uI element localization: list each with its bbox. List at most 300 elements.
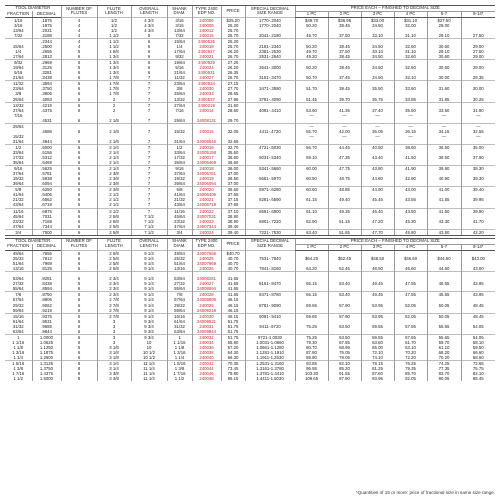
price-header: PRICE (221, 6, 245, 18)
tier-price-cell: 54.05 (461, 334, 495, 340)
flute-length-cell: 3 1/8 (97, 355, 131, 361)
edp-number-cell: 24008131 (192, 118, 221, 124)
decimal-cell: .8438 (32, 281, 61, 286)
size-range-cell: 8161-.8470 (245, 281, 295, 286)
price-cell: 40.70 (221, 266, 245, 272)
fraction-cell: 15/16 (5, 313, 32, 319)
decimal-cell: .9062 (32, 303, 61, 308)
edp-number-cell: 240028 (192, 292, 221, 298)
flute-length-cell: 3 (97, 329, 131, 335)
flute-length-cell: 2 3/8 (97, 181, 131, 187)
overall-length-cell: 7 (131, 192, 167, 197)
shank-diam-cell: 1 1/4 (167, 355, 192, 361)
price-cell: 40.70 (221, 256, 245, 261)
edp-number-cell: 24009844 (192, 329, 221, 335)
overall-length-cell: 11 1/4 (131, 376, 167, 381)
fraction-cell: 29/64 (5, 123, 32, 129)
size-range-cell: 1.1911-1.2530 (245, 355, 295, 361)
tier-price-cell: — (427, 113, 461, 118)
price-cell: 32.65 (221, 139, 245, 145)
shank-diam-cell: 29/32 (167, 303, 192, 308)
tier-price-cell: 79.35 (394, 366, 427, 371)
tier-price-cell: 38.45 (328, 23, 361, 28)
fraction-cell: 13/16 (12, 265, 24, 271)
flute-length-cell: 3 (97, 334, 131, 340)
size-range-cell: 2041-.2180 (245, 33, 295, 39)
price-cell: 29.70 (221, 118, 245, 124)
tier-price-cell: 49.45 (361, 292, 394, 298)
qty-tier-header: 1 PC (295, 11, 328, 17)
tier-price-cell: $64.20 (295, 256, 328, 261)
tier-price-cell: 52.05 (394, 313, 427, 319)
tier-price-cell: 42.20 (461, 229, 495, 235)
tier-price-cell: 65.15 (295, 292, 328, 298)
overall-length-cell: 7 (131, 91, 167, 96)
overall-length-cell: 9 3/4 (131, 334, 167, 340)
tier-price-cell: 43.95 (461, 292, 495, 298)
edp-number-cell: 240036 (192, 345, 221, 350)
tier-price-cell: 65.15 (295, 281, 328, 286)
overall-length-cell: 9 1/4 (131, 297, 167, 302)
price-cell: 41.65 (221, 286, 245, 292)
overall-length-cell: 5 (131, 33, 167, 39)
price-header: PRICE (221, 238, 245, 250)
tier-price-cell: 42.00 (328, 129, 361, 134)
flute-length-cell: 1 1/2 (97, 44, 131, 49)
size-range-cell: 8471-.8780 (245, 292, 295, 298)
flute-length-cell: 1 7/8 (97, 86, 131, 91)
edp-number-cell: 240009 (192, 23, 221, 28)
flutes-cell: 6 (61, 171, 97, 176)
shank-diam-cell: 1 (167, 334, 192, 340)
flutes-cell: 6 (61, 266, 97, 272)
tier-price-cell: 85.20 (328, 366, 361, 371)
tier-price-cell: 30.00 (427, 75, 461, 81)
tier-price-cell: 55.65 (427, 334, 461, 340)
decimal-cell: .5938 (32, 176, 61, 181)
edp-number-cell: 2400529 (192, 60, 221, 66)
fraction-cell: 13/64 (12, 27, 24, 33)
decimal-cell: .6250 (32, 187, 61, 193)
tier-price-cell: 43.00 (461, 266, 495, 272)
flute-length-cell: 1/2 (97, 28, 131, 33)
tier-price-cell: 69.65 (295, 303, 328, 308)
tier-price-cell: 47.75 (328, 166, 361, 172)
tier-price-cell: 57.90 (328, 303, 361, 308)
size-range-cell: 1.0661-1.1280 (245, 345, 295, 350)
edp-number-cell: 240018 (192, 166, 221, 172)
edp-number-cell: 240030 (192, 86, 221, 91)
tier-price-cell: 47.55 (394, 292, 427, 298)
price-cell: 39.40 (221, 224, 245, 230)
flutes-cell: 6 (61, 102, 97, 108)
decimal-cell: 1.5000 (32, 376, 61, 381)
decimal-cell: .4844 (32, 139, 61, 145)
edp-number-cell: 24007031 (192, 214, 221, 219)
decimal-cell: .6562 (32, 197, 61, 202)
tier-price-cell: 38.30 (461, 166, 495, 172)
tier-price-cell: 48.45 (461, 303, 495, 308)
tier-price-cell: — (461, 113, 495, 118)
overall-length-cell: 7 (131, 81, 167, 87)
shank-diam-cell: 27/64 (167, 102, 192, 108)
tier-price-cell: 48.50 (361, 266, 394, 272)
tier-price-cell: — (427, 123, 461, 129)
decimal-cell: .7812 (32, 256, 61, 261)
tier-price-cell: 76.25 (394, 361, 427, 367)
price-cell: 57.20 (221, 345, 245, 350)
price-cell: 36.00 (221, 166, 245, 172)
shank-diam-cell: 39/64 (167, 181, 192, 187)
size-range-cell: 1.4411-1.5030 (245, 376, 295, 381)
fraction-cell: 51/64 (12, 260, 24, 266)
size-range-cell: 9721-1.0030 (245, 334, 295, 340)
fraction-cell: 45/64 (12, 213, 24, 219)
flute-length-cell: 2 1/8 (97, 118, 131, 124)
tier-price-cell: 57.90 (328, 313, 361, 319)
edp-number-cell: 240048 (192, 376, 221, 381)
tier-price-cell: 63.40 (295, 229, 328, 235)
flutes-cell: 6 (61, 308, 97, 314)
edp-number-cell: 24006406 (192, 192, 221, 197)
tier-price-cell: 109.65 (295, 376, 328, 381)
fraction-cell: 1 (5, 334, 32, 340)
edp-number-cell: 240006 (192, 17, 221, 23)
overall-length-cell: 7 (131, 75, 167, 81)
tier-price-cell: $46.60 (394, 256, 427, 261)
tier-price-cell: 31.10 (394, 33, 427, 39)
flutes-cell: 8 (61, 371, 97, 376)
qty-tier-header: 4 PC (394, 244, 427, 250)
price-cell: 25.70 (221, 33, 245, 39)
edp-number-cell: 24006719 (192, 202, 221, 208)
flute-length-cell: 2 5/8 (97, 214, 131, 219)
tier-price-cell: 68.60 (461, 355, 495, 361)
fraction-cell: 55/64 (12, 286, 24, 292)
fraction-cell: 1 1/16 (12, 339, 25, 345)
flutes-cell: 6 (61, 129, 97, 134)
flutes-cell: 6 (61, 250, 97, 256)
shank-diam-cell: 3/16 (167, 17, 192, 23)
tier-price-cell: 29.00 (461, 54, 495, 60)
tier-price-cell: 68.20 (427, 350, 461, 355)
price-cell: 46.15 (221, 308, 245, 314)
fraction-cell: 15/32 (12, 133, 24, 139)
decimal-cell: .3594 (32, 81, 61, 87)
flute-length-cell: 2 5/8 (97, 266, 131, 272)
table-body-bottom (5, 250, 495, 381)
price-cell: 27.70 (221, 86, 245, 91)
fraction-cell: 1/2 (5, 144, 32, 150)
flutes-cell: 6 (61, 150, 97, 155)
overall-length-cell: 7 (131, 139, 167, 145)
overall-length-cell: 6 (131, 49, 167, 54)
tier-price-cell: 91.55 (328, 371, 361, 376)
flutes-cell: 6 (61, 214, 97, 219)
tier-price-cell: 50.05 (427, 303, 461, 308)
shank-diam-cell: 1 1/8 (167, 345, 192, 350)
price-cell: 64.30 (221, 350, 245, 355)
tier-price-cell: 93.95 (361, 376, 394, 381)
price-cell: 37.00 (221, 181, 245, 187)
tier-price-cell: 39.40 (461, 187, 495, 193)
tier-price-cell: 50.20 (295, 44, 328, 49)
shank-diam-cell: 1 3/16 (167, 350, 192, 355)
tier-price-cell: 43.80 (361, 166, 394, 172)
tier-price-cell: 56.70 (295, 144, 328, 150)
price-cell: $25.20 (221, 17, 245, 23)
decimal-cell: .7656 (32, 250, 61, 256)
shank-diam-cell: 35/64 (167, 160, 192, 166)
price-cell: 26.35 (221, 70, 245, 75)
tier-price-cell: 93.85 (295, 361, 328, 367)
tier-price-cell: 63.50 (328, 334, 361, 340)
fraction-cell: 13/32 (5, 102, 32, 108)
fraction-header: FRACTION (5, 244, 32, 250)
decimal-cell: .8750 (32, 292, 61, 298)
tier-price-cell: 29.00 (461, 65, 495, 70)
tier-price-cell: 63.50 (328, 324, 361, 329)
shank-diam-cell: 29/64 (167, 118, 192, 124)
overall-length-header: OVERALL LENGTH (131, 238, 167, 250)
tier-price-cell: 49.20 (295, 54, 328, 60)
fraction-cell: 1/16 (5, 17, 32, 23)
edp-number-cell: 240018 (192, 44, 221, 49)
price-cell: 39.40 (221, 229, 245, 235)
tier-price-cell: 39.50 (427, 155, 461, 160)
decimal-cell: .4688 (32, 129, 61, 134)
shank-diam-cell: 9/16 (167, 166, 192, 172)
edp-number-cell: 240016 (192, 144, 221, 150)
tier-price-cell: 61.10 (295, 208, 328, 214)
tier-price-cell: 67.55 (328, 340, 361, 345)
tier-price-cell: $48.50 (361, 256, 394, 261)
tier-price-cell: 49.70 (295, 33, 328, 39)
fraction-cell: 47/64 (12, 223, 24, 229)
decimal-cell: 1.4375 (32, 371, 61, 376)
price-cell: $40.70 (221, 250, 245, 256)
fraction-cell: 39/64 (12, 181, 24, 187)
tier-price-cell: 79.30 (295, 340, 328, 345)
edp-number-cell: 24007656 (192, 250, 221, 256)
tier-price-cell: 64.20 (295, 266, 328, 272)
price-cell: 26.20 (221, 65, 245, 70)
flutes-cell: 6 (61, 70, 97, 75)
size-range-cell: 2531-.2640 (245, 54, 295, 60)
overall-length-cell: 7 (131, 108, 167, 113)
tier-price-cell: 32.10 (394, 75, 427, 81)
tier-price-cell: 32.55 (461, 129, 495, 134)
shank-diam-cell: 55/64 (167, 286, 192, 292)
edp-number-cell: 240038 (192, 350, 221, 355)
tier-price-cell: 53.60 (295, 108, 328, 113)
decimal-cell: 1.0000 (32, 334, 61, 340)
decimal-cell: .2969 (32, 60, 61, 66)
overall-length-cell: 4 3/4 (131, 28, 167, 33)
flute-length-cell: 1 7/8 (97, 75, 131, 81)
fraction-cell: 17/32 (12, 155, 24, 161)
size-range-cell: 4411-.4720 (245, 129, 295, 134)
edp-number-cell: 240020 (192, 187, 221, 193)
tier-price-cell: 46.60 (394, 266, 427, 272)
flute-length-cell: 2 1/8 (97, 129, 131, 134)
overall-length-cell: 9 3/4 (131, 329, 167, 335)
overall-length-cell: 9 1/4 (131, 261, 167, 266)
tier-price-cell: — (461, 123, 495, 129)
price-cell: 40.70 (221, 261, 245, 266)
qty-tier-header: 1 PC (295, 244, 328, 250)
flute-length-cell: 1 3/4 (97, 54, 131, 60)
flute-length-cell: 2 3/4 (97, 292, 131, 298)
flute-length-cell: 1 3/4 (97, 70, 131, 75)
tier-price-cell: 41.55 (427, 197, 461, 202)
flute-length-cell: 3 1/8 (97, 350, 131, 355)
fraction-cell: 23/64 (12, 86, 24, 92)
tier-price-cell: 43.55 (394, 197, 427, 202)
flute-length-cell: 2 5/8 (97, 219, 131, 224)
shank-diam-cell: 13/32 (167, 97, 192, 103)
tier-price-cell: 47.20 (361, 219, 394, 224)
size-range-cell: 3151-.3470 (245, 75, 295, 81)
decimal-cell: .1875 (32, 23, 61, 28)
tier-price-cell: 38.45 (328, 44, 361, 49)
tier-price-cell: 32.60 (394, 65, 427, 70)
tier-price-cell: 39.90 (461, 208, 495, 214)
fraction-cell: 53/64 (12, 276, 24, 282)
tier-price-cell: 80.70 (295, 345, 328, 350)
tier-price-cell: 43.30 (427, 219, 461, 224)
decimal-cell: 1.0625 (32, 340, 61, 345)
fraction-cell: 31/32 (12, 323, 24, 329)
fraction-cell: 43/64 (12, 202, 24, 208)
fraction-cell: 27/32 (12, 281, 24, 287)
flute-length-cell: 1 1/2 (97, 33, 131, 39)
flute-length-cell: 2 3/8 (97, 171, 131, 176)
tier-price-cell: 74.25 (427, 361, 461, 367)
overall-length-cell: 10 (131, 340, 167, 345)
tier-price-cell: 45.30 (394, 219, 427, 224)
flutes-cell: 4 (61, 28, 97, 33)
edp-number-cell: 24007344 (192, 224, 221, 230)
price-cell: 51.75 (221, 319, 245, 324)
tier-price-cell: 34.50 (361, 54, 394, 60)
tier-price-cell: 52.05 (394, 303, 427, 308)
shank-diam-cell: 3/8 (167, 86, 192, 91)
tier-price-cell: 30.00 (461, 86, 495, 91)
overall-length-cell: 11 1/4 (131, 366, 167, 371)
shank-diam-cell: 15/16 (167, 313, 192, 319)
tier-price-cell: 53.95 (361, 303, 394, 308)
overall-length-cell: 4 3/4 (131, 17, 167, 23)
flute-length-cell: 2 (97, 102, 131, 108)
decimal-cell: .8125 (32, 266, 61, 272)
shank-diam-cell: 1 3/8 (167, 366, 192, 371)
decimal-cell: .2188 (32, 33, 61, 39)
price-cell: 46.15 (221, 313, 245, 319)
shank-diam-header: SHANK DIAM. (167, 6, 192, 18)
edp-number-cell: 2400219 (192, 102, 221, 108)
size-range-cell: 8781-.9090 (245, 303, 295, 308)
fraction-cell: 59/64 (12, 307, 24, 313)
tier-price-cell: 43.80 (427, 229, 461, 235)
tier-price-cell: 34.50 (361, 75, 394, 81)
tier-price-cell: 65.00 (361, 345, 394, 350)
flute-length-cell: 1/2 (97, 17, 131, 23)
shank-diam-cell: 19/32 (167, 176, 192, 181)
shank-diam-cell: 37/64 (167, 171, 192, 176)
flute-length-cell: 3 1/4 (97, 361, 131, 367)
tier-price-cell: 59.55 (361, 334, 394, 340)
flute-length-cell: 3 (97, 319, 131, 324)
tier-price-cell: 33.10 (361, 49, 394, 54)
tier-price-cell: 61.10 (427, 345, 461, 350)
flutes-cell: 6 (61, 187, 97, 193)
flute-length-cell: 1 5/8 (97, 49, 131, 54)
tier-price-cell: — (394, 123, 427, 129)
tier-price-cell: 75.75 (461, 366, 495, 371)
overall-length-cell: 7 1/2 (131, 219, 167, 224)
tier-price-cell: $27.50 (427, 17, 461, 23)
size-range-cell: 1.1281-1.1910 (245, 350, 295, 355)
edp-number-cell: 240027 (192, 75, 221, 81)
tier-price-cell: — (361, 113, 394, 118)
flutes-cell: 6 (61, 345, 97, 350)
tier-price-cell: 60.50 (295, 176, 328, 181)
tier-price-cell: 59.70 (427, 340, 461, 345)
edp-number-cell: 240040 (192, 355, 221, 361)
fraction-cell: 3/16 (14, 22, 23, 28)
price-cell: 37.00 (221, 171, 245, 176)
tier-price-cell: 57.65 (394, 334, 427, 340)
tier-price-cell: 37.90 (461, 155, 495, 160)
shank-diam-cell: 61/64 (167, 319, 192, 324)
price-table-top (5, 5, 495, 235)
fraction-cell: 11/32 (5, 81, 32, 87)
decimal-cell: .8594 (32, 286, 61, 292)
flutes-cell: 8 (61, 361, 97, 367)
size-range-cell: 9091-.9410 (245, 313, 295, 319)
price-table-bottom (5, 238, 495, 381)
tier-price-cell: 40.90 (427, 176, 461, 181)
decimal-cell: .9219 (32, 308, 61, 314)
shank-diam-cell: 51/64 (167, 261, 192, 266)
shank-diam-cell: 15/64 (167, 39, 192, 45)
overall-length-cell: 7 (131, 181, 167, 187)
price-cell: 37.65 (221, 202, 245, 208)
price-cell: 70.35 (221, 361, 245, 367)
overall-length-cell: 6 (131, 70, 167, 75)
overall-length-cell: 7 (131, 171, 167, 176)
price-cell: 36.60 (221, 160, 245, 166)
overall-length-cell: 7 (131, 187, 167, 193)
decimal-cell: .5000 (32, 144, 61, 150)
price-cell: 36.60 (221, 187, 245, 193)
overall-length-cell: 9 3/4 (131, 319, 167, 324)
flutes-cell: 6 (61, 340, 97, 345)
flutes-cell: 6 (61, 303, 97, 308)
shank-diam-cell: 47/64 (167, 224, 192, 230)
size-range-cell: 2641-.3000 (245, 65, 295, 70)
flute-length-cell: 1 7/8 (97, 91, 131, 96)
fraction-cell: 57/64 (12, 297, 24, 303)
overall-length-cell: 7 (131, 208, 167, 214)
shank-diam-cell: 13/16 (167, 266, 192, 272)
fraction-cell: 9/32 (5, 60, 32, 66)
flutes-cell: 6 (61, 49, 97, 54)
tier-price-cell: 33.85 (394, 97, 427, 103)
flute-length-cell: 2 1/2 (97, 202, 131, 208)
tier-price-cell: 33.10 (361, 33, 394, 39)
